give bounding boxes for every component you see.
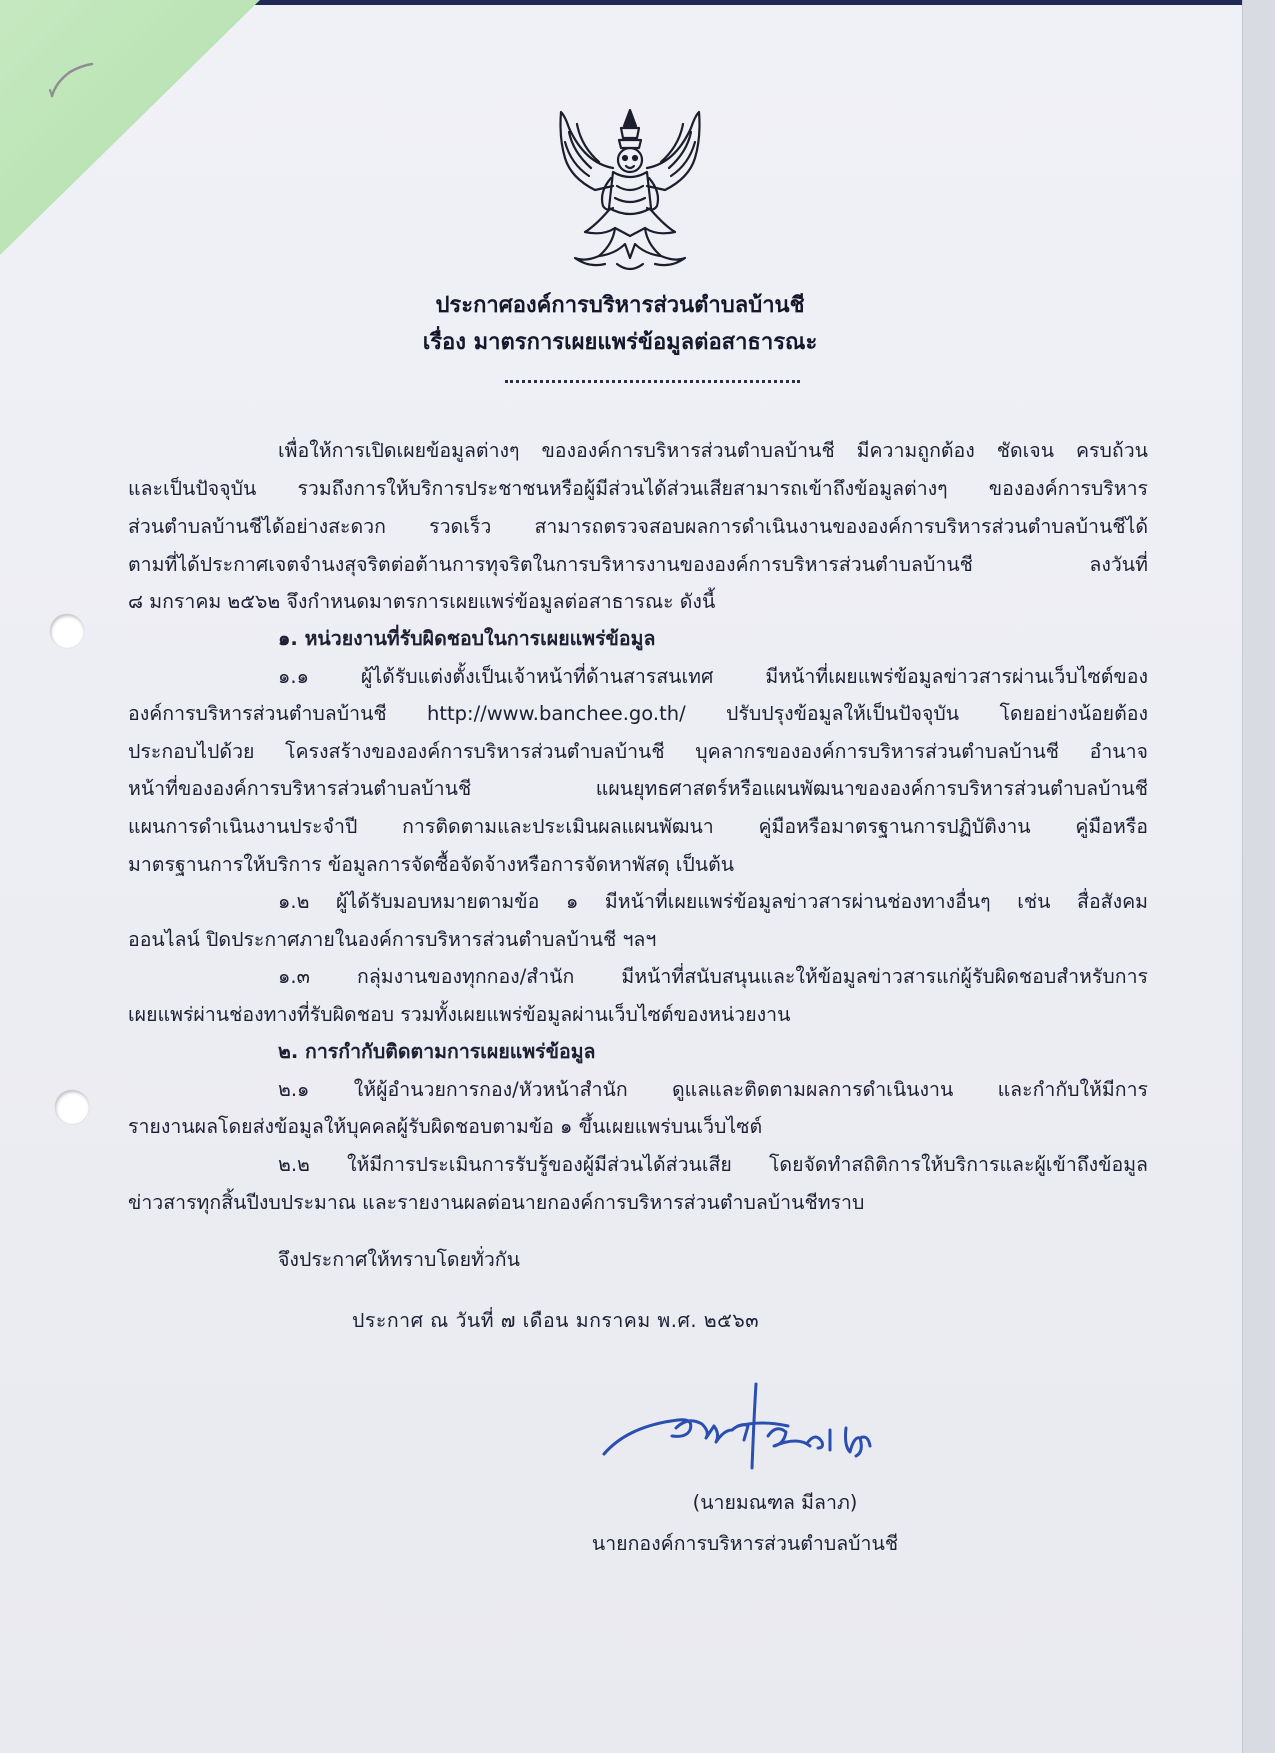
garuda-emblem-icon (555, 108, 705, 276)
item-1-3-line: ๑.๓ กลุ่มงานของทุกกอง/สำนัก มีหน้าที่สนับสนุนและให้ข้อมูลข่าวสารแก่ผู้รับผิดชอบสำหรับการ (278, 965, 1148, 988)
punch-hole (50, 614, 84, 648)
intro-line: ๘ มกราคม ๒๕๖๒ จึงกำหนดมาตรการเผยแพร่ข้อมูลต่อสาธารณะ ดังนี้ (128, 590, 716, 613)
item-1-1-line: แผนการดำเนินงานประจำปี การติดตามและประเมินผลแผนพัฒนา คู่มือหรือมาตรฐานการปฏิบัติงาน คู่มือหรือ (128, 815, 1148, 838)
document-subject: เรื่อง มาตรการเผยแพร่ข้อมูลต่อสาธารณะ (422, 330, 818, 355)
closing-statement: จึงประกาศให้ทราบโดยทั่วกัน (278, 1248, 520, 1271)
signer-position: นายกองค์การบริหารส่วนตำบลบ้านชี (591, 1532, 899, 1555)
staple-icon (48, 62, 98, 102)
item-1-1-line: มาตรฐานการให้บริการ ข้อมูลการจัดซื้อจัดจ้างหรือการจัดหาพัสดุ เป็นต้น (128, 853, 735, 876)
item-1-1-line: ๑.๑ ผู้ได้รับแต่งตั้งเป็นเจ้าหน้าที่ด้านสารสนเทศ มีหน้าที่เผยแพร่ข้อมูลข่าวสารผ่านเว็บไซต์ของ (278, 665, 1148, 688)
signer-name: (นายมณฑล มีลาภ) (692, 1491, 858, 1514)
item-1-1-line: หน้าที่ขององค์การบริหารส่วนตำบลบ้านชี แผนยุทธศาสตร์หรือแผนพัฒนาขององค์การบริหารส่วนตำบลบ้านชี (128, 777, 1148, 800)
scan-edge-right (1242, 0, 1275, 1753)
handwritten-signature (598, 1376, 898, 1476)
section-2-heading: ๒. การกำกับติดตามการเผยแพร่ข้อมูล (278, 1040, 596, 1063)
item-1-2-line: ๑.๒ ผู้ได้รับมอบหมายตามข้อ ๑ มีหน้าที่เผยแพร่ข้อมูลข่าวสารผ่านช่องทางอื่นๆ เช่น สื่อสังคม (278, 890, 1148, 913)
intro-line: ตามที่ได้ประกาศเจตจำนงสุจริตต่อต้านการทุจริตในการบริหารงานขององค์การบริหารส่วนตำบลบ้านชี ลงวันที่ (128, 553, 1148, 576)
item-2-1-line: รายงานผลโดยส่งข้อมูลให้บุคคลผู้รับผิดชอบตามข้อ ๑ ขึ้นเผยแพร่บนเว็บไซต์ (128, 1115, 763, 1138)
item-1-1-line: ประกอบไปด้วย โครงสร้างขององค์การบริหารส่วนตำบลบ้านชี บุคลากรขององค์การบริหารส่วนตำบลบ้านชี อำนาจ (128, 740, 1148, 763)
item-2-1-line: ๒.๑ ให้ผู้อำนวยการกอง/หัวหน้าสำนัก ดูแลและติดตามผลการดำเนินงาน และกำกับให้มีการ (278, 1078, 1148, 1101)
announcement-date: ประกาศ ณ วันที่ ๗ เดือน มกราคม พ.ศ. ๒๕๖๓ (352, 1309, 760, 1332)
item-2-2-line: ๒.๒ ให้มีการประเมินการรับรู้ของผู้มีส่วนได้ส่วนเสีย โดยจัดทำสถิติการให้บริการและผู้เข้าถึงข้อมูล (278, 1153, 1148, 1176)
section-1-heading: ๑. หน่วยงานที่รับผิดชอบในการเผยแพร่ข้อมูล (278, 627, 656, 650)
document-title: ประกาศองค์การบริหารส่วนตำบลบ้านชี (435, 293, 805, 318)
item-2-2-line: ข่าวสารทุกสิ้นปีงบประมาณ และรายงานผลต่อนายกองค์การบริหารส่วนตำบลบ้านชีทราบ (128, 1191, 865, 1214)
intro-line: เพื่อให้การเปิดเผยข้อมูลต่างๆ ขององค์การบริหารส่วนตำบลบ้านชี มีความถูกต้อง ชัดเจน ครบถ้วน (278, 439, 1148, 462)
punch-hole (55, 1090, 89, 1124)
item-1-2-line: ออนไลน์ ปิดประกาศภายในองค์การบริหารส่วนตำบลบ้านชี ฯลฯ (128, 928, 657, 951)
intro-line: และเป็นปัจจุบัน รวมถึงการให้บริการประชาชนหรือผู้มีส่วนได้ส่วนเสียสามารถเข้าถึงข้อมูลต่างๆ ขององค์การบริหาร (128, 477, 1148, 500)
title-divider (505, 380, 800, 383)
intro-line: ส่วนตำบลบ้านชีได้อย่างสะดวก รวดเร็ว สามารถตรวจสอบผลการดำเนินงานขององค์การบริหารส่วนตำบลบ้านชีได้ (128, 515, 1148, 538)
item-1-3-line: เผยแพร่ผ่านช่องทางที่รับผิดชอบ รวมทั้งเผยแพร่ข้อมูลผ่านเว็บไซต์ของหน่วยงาน (128, 1003, 791, 1026)
green-folded-corner (0, 0, 260, 255)
item-1-1-line: องค์การบริหารส่วนตำบลบ้านชี http://www.banchee.go.th/ ปรับปรุงข้อมูลให้เป็นปัจจุบัน โดยอย่างน้อยต้อง (128, 702, 1148, 725)
